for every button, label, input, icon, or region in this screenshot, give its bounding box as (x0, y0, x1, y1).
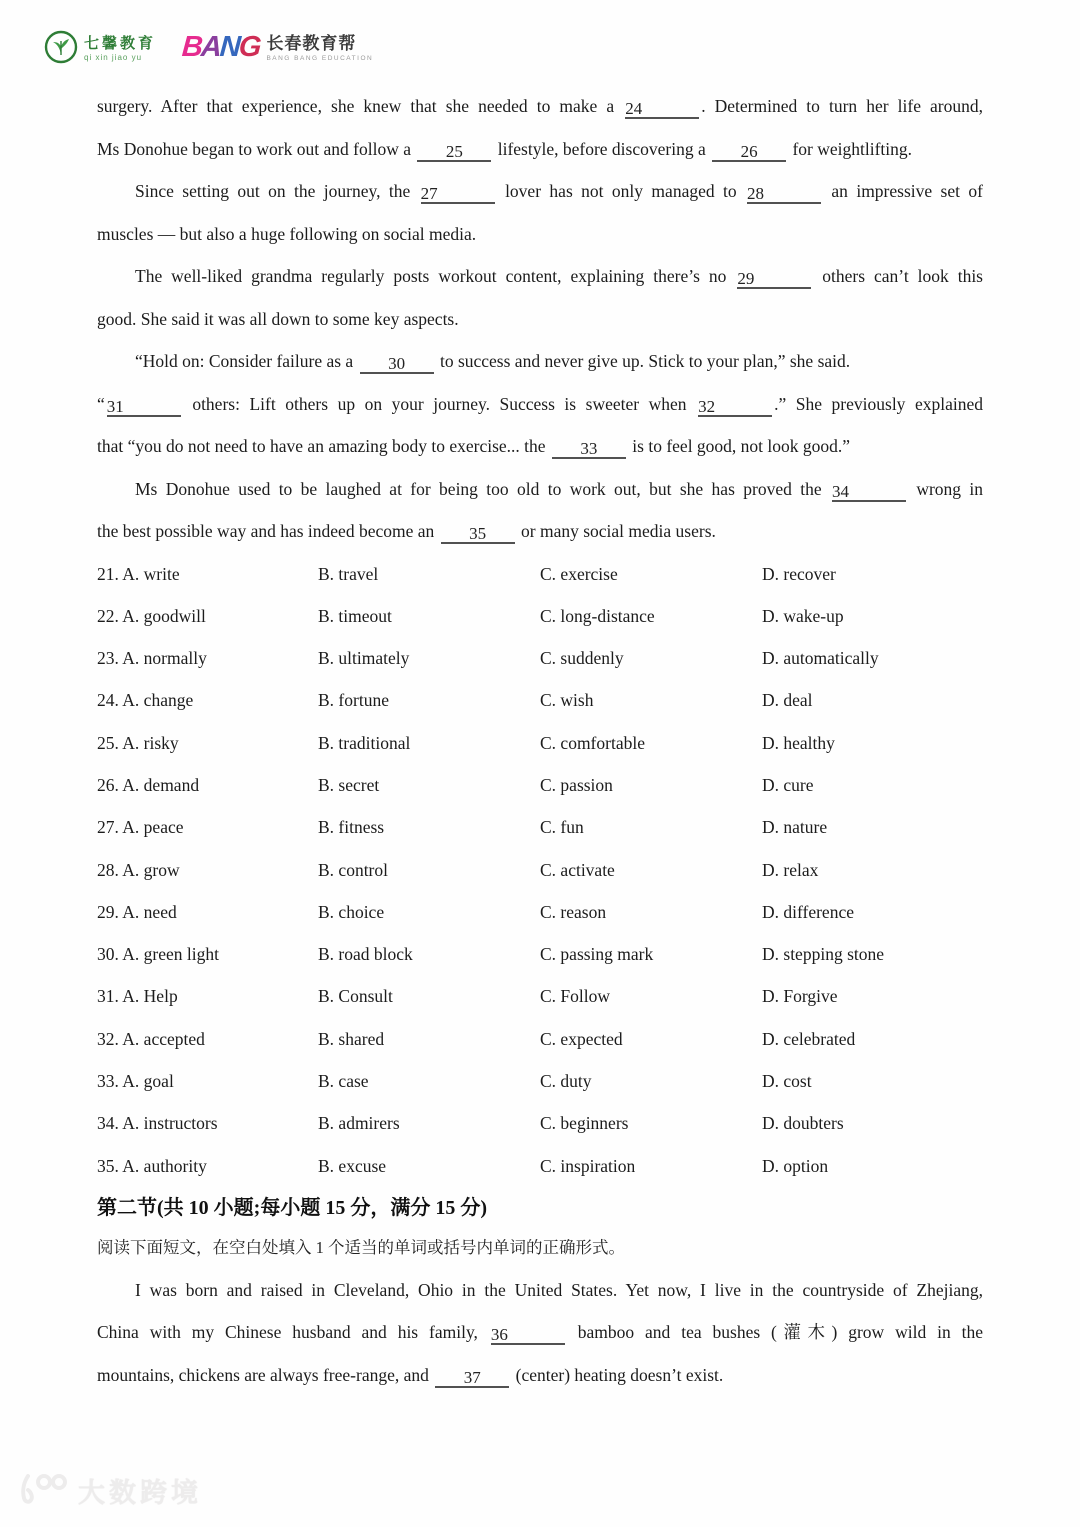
option-33-D: D. cost (762, 1071, 812, 1092)
option-31-B: B. Consult (318, 986, 393, 1007)
option-29-C: C. reason (540, 901, 607, 922)
option-27-C: C. fun (540, 817, 584, 838)
option-30-C: C. passing mark (540, 944, 654, 965)
option-27-D: D. nature (762, 817, 828, 838)
option-28-D: D. relax (762, 859, 819, 880)
option-35-C: C. inspiration (540, 1155, 636, 1176)
passage1-line (97, 468, 983, 511)
option-25-B: B. traditional (318, 732, 411, 753)
text-run: that “you do not need to have an amazing body to exercise... the (97, 436, 550, 456)
text-run: for weightlifting. (788, 138, 913, 159)
option-27-A: 27. A. peace (97, 817, 184, 838)
option-row-22 (97, 595, 983, 637)
option-28-C: C. activate (540, 859, 615, 880)
blank-34: 34 (832, 481, 906, 502)
passage1-line (97, 255, 983, 298)
option-31-A: 31. A. Help (97, 986, 178, 1007)
bang-logo-cn: 长春教育帮 (266, 34, 357, 53)
text-run: is to feel good, not look good.” (627, 436, 851, 456)
option-33-B: B. case (318, 1071, 369, 1092)
option-22-D: D. wake-up (762, 605, 844, 626)
option-35-A: 35. A. authority (97, 1155, 207, 1176)
option-22-A: 22. A. goodwill (97, 605, 206, 626)
option-29-A: 29. A. need (97, 901, 177, 922)
option-28-A: 28. A. grow (97, 859, 180, 880)
option-26-C: C. passion (540, 774, 613, 795)
option-33-A: 33. A. goal (97, 1071, 174, 1092)
text-run: or many social media users. (516, 521, 716, 541)
text-run: the best possible way and has indeed become an (97, 521, 439, 541)
text-run: mountains, chickens are always free-range, and (97, 1364, 434, 1385)
text-run: Ms Donohue began to work out and follow a (97, 138, 416, 159)
option-31-C: C. Follow (540, 986, 611, 1007)
option-32-C: C. expected (540, 1028, 623, 1049)
option-24-C: C. wish (540, 690, 594, 711)
option-23-D: D. automatically (762, 648, 879, 669)
text-run: . Determined to turn her life around, (701, 96, 983, 116)
text-run: an impressive set of (823, 181, 983, 201)
section2-title: 第二节(共 10 小题;每小题 15 分，满分 15 分) (97, 1196, 487, 1219)
blank-24: 24 (625, 98, 699, 119)
option-row-30 (97, 933, 983, 975)
bang-letter: G (237, 31, 261, 63)
option-row-35 (97, 1145, 983, 1187)
qixin-logo-text: 七馨教育 (84, 36, 157, 52)
blank-26: 26 (712, 141, 786, 162)
option-34-D: D. doubters (762, 1113, 844, 1134)
option-23-C: C. suddenly (540, 648, 624, 669)
option-30-B: B. road block (318, 944, 413, 965)
passage1-line (97, 213, 983, 256)
options-grid (97, 553, 983, 1187)
option-24-B: B. fortune (318, 690, 389, 711)
text-run: Since setting out on the journey, the (135, 181, 419, 201)
option-35-B: B. excuse (318, 1155, 387, 1176)
option-32-B: B. shared (318, 1028, 385, 1049)
option-34-B: B. admirers (318, 1113, 400, 1134)
passage1-line (97, 510, 983, 553)
blank-30: 30 (360, 353, 434, 374)
text-run: (center) heating doesn’t exist. (511, 1364, 724, 1385)
option-row-24 (97, 679, 983, 721)
passage1-line (97, 340, 983, 383)
option-30-D: D. stepping stone (762, 944, 885, 965)
option-row-25 (97, 722, 983, 764)
blank-37: 37 (435, 1367, 509, 1388)
blank-27: 27 (421, 183, 495, 204)
option-21-D: D. recover (762, 563, 836, 584)
option-row-27 (97, 806, 983, 848)
passage1-line (97, 85, 983, 128)
option-21-B: B. travel (318, 563, 379, 584)
qixin-logo-pinyin: qi xin jiao yu (84, 53, 143, 62)
option-row-26 (97, 764, 983, 806)
option-23-A: 23. A. normally (97, 648, 207, 669)
bang-letter: A (199, 31, 222, 63)
option-29-B: B. choice (318, 901, 385, 922)
watermark-100-icon (18, 1468, 70, 1513)
section2-instruction: 阅读下面短文，在空白处填入 1 个适当的单词或括号内单词的正确形式。 (97, 1237, 625, 1257)
option-row-28 (97, 849, 983, 891)
option-28-B: B. control (318, 859, 388, 880)
option-30-A: 30. A. green light (97, 944, 219, 965)
watermark-text: 大数跨境 (78, 1478, 202, 1508)
option-24-D: D. deal (762, 690, 813, 711)
blank-35: 35 (441, 523, 515, 544)
text-run: to success and never give up. Stick to your plan,” she said. (435, 351, 851, 371)
qixin-leaf-icon (44, 30, 78, 64)
text-run: surgery. After that experience, she knew that she needed to make a (97, 96, 624, 116)
bang-logo-wordmark (181, 30, 261, 64)
bang-letter: N (218, 31, 240, 63)
option-23-B: B. ultimately (318, 648, 410, 669)
option-22-C: C. long-distance (540, 605, 655, 626)
option-25-C: C. comfortable (540, 732, 645, 753)
blank-28: 28 (747, 183, 821, 204)
option-row-29 (97, 891, 983, 933)
bang-logo (182, 30, 373, 64)
text-run: “Hold on: Consider failure as a (135, 351, 358, 371)
text-run: lifestyle, before discovering a (493, 138, 711, 159)
option-27-B: B. fitness (318, 817, 385, 838)
blank-29: 29 (737, 268, 811, 289)
blank-33: 33 (552, 438, 626, 459)
passage1-line (97, 383, 983, 426)
watermark (18, 1468, 202, 1513)
bang-logo-subtext: BANG BANG EDUCATION (266, 55, 374, 62)
blank-32: 32 (698, 396, 772, 417)
option-34-A: 34. A. instructors (97, 1113, 218, 1134)
blank-25: 25 (417, 141, 491, 162)
blank-36: 36 (491, 1324, 565, 1345)
passage2-line (97, 1269, 983, 1312)
option-35-D: D. option (762, 1155, 829, 1176)
bang-letter: B (180, 31, 203, 63)
option-26-A: 26. A. demand (97, 774, 200, 795)
option-26-D: D. cure (762, 774, 814, 795)
option-32-A: 32. A. accepted (97, 1028, 205, 1049)
option-22-B: B. timeout (318, 605, 392, 626)
option-row-21 (97, 553, 983, 595)
option-29-D: D. difference (762, 901, 854, 922)
option-24-A: 24. A. change (97, 690, 194, 711)
blank-31: 31 (107, 396, 181, 417)
text-run: wrong in (907, 478, 984, 499)
passage2-line (97, 1311, 983, 1354)
passage2-line (97, 1354, 983, 1397)
passage1-line (97, 298, 983, 341)
option-32-D: D. celebrated (762, 1028, 856, 1049)
text-run: bamboo and tea bushes (灌木) grow wild in the (566, 1322, 983, 1343)
passage1-line (97, 128, 983, 171)
qixin-logo (44, 30, 156, 64)
option-25-A: 25. A. risky (97, 732, 179, 753)
text-run: lover has not only managed to (496, 181, 746, 201)
exam-page (97, 85, 983, 1396)
option-31-D: D. Forgive (762, 986, 838, 1007)
cloze-passage (97, 85, 983, 553)
option-row-34 (97, 1102, 983, 1144)
option-21-C: C. exercise (540, 563, 618, 584)
text-run: .” She previously explained (774, 393, 983, 414)
option-row-23 (97, 637, 983, 679)
option-26-B: B. secret (318, 774, 380, 795)
option-row-31 (97, 975, 983, 1017)
text-run: “ (97, 393, 105, 414)
text-run: Ms Donohue used to be laughed at for being too old to work out, but she has proved the (135, 478, 830, 499)
text-run: The well-liked grandma regularly posts workout content, explaining there’s no (135, 266, 736, 286)
page-header (44, 24, 373, 70)
option-row-33 (97, 1060, 983, 1102)
fill-in-passage (97, 1269, 983, 1397)
option-21-A: 21. A. write (97, 563, 180, 584)
text-run: others can’t look this (813, 266, 983, 286)
text-run: China with my Chinese husband and his family, (97, 1322, 489, 1343)
text-run: I was born and raised in Cleveland, Ohio in the United States. Yet now, I live in the countryside of Zhejiang, (135, 1279, 983, 1300)
text-run: good. She said it was all down to some key aspects. (97, 308, 459, 329)
option-33-C: C. duty (540, 1071, 592, 1092)
passage1-line (97, 425, 983, 468)
text-run: muscles — but also a huge following on social media. (97, 223, 477, 244)
passage1-line (97, 170, 983, 213)
option-25-D: D. healthy (762, 732, 835, 753)
text-run: others: Lift others up on your journey. Success is sweeter when (182, 393, 697, 414)
option-34-C: C. beginners (540, 1113, 629, 1134)
option-row-32 (97, 1018, 983, 1060)
